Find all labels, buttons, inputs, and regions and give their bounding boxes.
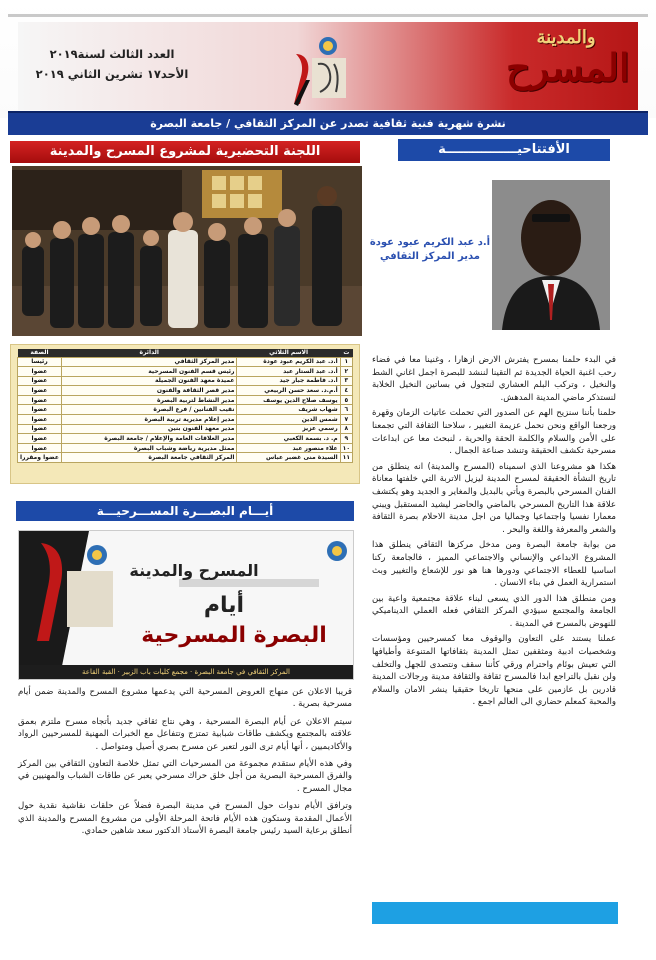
cell-department: مدير النشاط لتربية البصرة: [61, 395, 237, 405]
cell-number: ٨: [340, 424, 352, 434]
cell-role: عضوا: [18, 367, 62, 377]
committee-table-row: [18, 357, 353, 367]
committee-table-row: [18, 405, 353, 415]
editorial-paragraph: في البدء حلمنا بمسرح يفترش الارض ازهارا ، وغنينا معا في فضاء رحب اغنية الحياة الجديدة ثم التقينا لننشد للبصرة اجمل اغاني الشط والنخيل ، وتركب البلم العشاري لنتجول في بساتين النخيل الخلابة لنستذكر ماضي المدينة المدهش.: [372, 355, 616, 403]
cell-role: رئيسا: [18, 357, 62, 367]
committee-table-row: [18, 376, 353, 386]
basra-days-paragraph: وفي هذه الأيام ستقدم مجموعة من المسرحيات التي تمثل خلاصة التعاون الثقافي بين المركز والفرق المسرحية البصرية من أجل خلق حراك مسرحي يعبر عن طاقات الشباب والمهنيين في مجال المسرح .: [18, 759, 352, 794]
masthead: [0, 0, 656, 118]
cell-role: عضوا: [18, 443, 62, 453]
cell-department: ممثل مديرية رياضة وشباب البصرة: [61, 443, 237, 453]
committee-table-row: [18, 367, 353, 377]
issue-date: الأحد١٧ تشرين الثاني ٢٠١٩: [35, 67, 189, 81]
cell-name: السيدة منى غضبر عباس: [237, 453, 340, 463]
poster-title-top: المسرح والمدينة: [129, 561, 259, 580]
basra-days-poster: [18, 530, 354, 680]
cell-department: مدير إعلام مديرية تربية البصرة: [61, 415, 237, 425]
cell-number: ٦: [340, 405, 352, 415]
cell-name: شهاب شريف: [237, 405, 340, 415]
cell-department: المركز الثقافي جامعة البصرة: [61, 453, 237, 463]
cell-name: يوسف صلاح الدين يوسف: [237, 395, 340, 405]
committee-table-row: [18, 386, 353, 396]
cell-role: عضوا: [18, 415, 62, 425]
masthead-subtitle: نشرة شهرية فنية ثقافية تصدر عن المركز الثقافي / جامعة البصرة: [8, 111, 648, 135]
committee-table-card: [10, 344, 360, 484]
cell-role: عضوا: [18, 395, 62, 405]
cell-number: ٩: [340, 434, 352, 444]
author-role: مدير المركز الثقافي: [380, 251, 480, 262]
cell-role: عضوا: [18, 386, 62, 396]
author-portrait: [492, 180, 610, 330]
logo-main-text: المسرح: [506, 45, 630, 90]
committee-table-row: [18, 453, 353, 463]
basra-days-paragraph: وترافق الأيام ندوات حول المسرح في مدينة البصرة فضلاً عن حلقات نقاشية نقدية حول الأعمال المقدمة وستكون هذه الأيام فاتحة المرحلة الأولى من مشروع المسرح والمدينة الذي أنطلق برعاية السيد رئيس جامعة البصرة الأستاذ الدكتور سعد شاهين حمادي.: [18, 801, 352, 837]
cell-role: عضوا: [18, 424, 62, 434]
cell-role: عضوا ومقررا: [18, 453, 62, 463]
col-header-name: الاسم الثلاثي: [237, 349, 340, 357]
poster-footer: المركز الثقافي في جامعة البصرة · مجمع كليات باب الزبير · القبة القاعة: [19, 665, 353, 679]
cell-number: ٢: [340, 367, 352, 377]
cell-department: مدير معهد الفنون بنين: [61, 424, 237, 434]
issue-number: العدد الثالث لسنة٢٠١٩: [49, 47, 175, 61]
author-name: أ.د عبد الكريم عبود عودة: [369, 237, 491, 248]
col-header-role: الصفة: [18, 349, 62, 357]
cell-name: شمس الدين: [237, 415, 340, 425]
cell-number: ١١: [340, 453, 352, 463]
cell-number: ٣: [340, 376, 352, 386]
editorial-paragraph: ومن منطلق هذا الدور الذي يسعى لبناء علاقة مجتمعية واعية بين الجامعة والمجتمع سيؤدي المركز الثقافي فعله العملي الديناميكي للنهوض بالمسرح في المدينة .: [372, 593, 616, 629]
cell-role: عضوا: [18, 434, 62, 444]
committee-section-title: اللجنة التحضيرية لمشروع المسرح والمدينة: [10, 141, 360, 163]
cell-number: ١٠: [340, 443, 352, 453]
editorial-paragraph: عملنا يستند على التعاون والوقوف معا كمسرحيين ومؤسسات وشخصيات ادبية ومثقفين تمثل المدينة بثقافاتها المتنوعة وأطيافها التي تعيش بوئام واحترام ورقي كأننا سقف ونتصدى للجهل والتخلف ولن نقبل بالتراجع ابدا فالمسرح ثقافة والثقافة مدينة ورجالات المدينة قادرين بل عازمين على منحها تاريخا حقيقيا ينشر الامان والسلام والمحبة كمعلم حضاري الى العالم اجمع .: [372, 634, 616, 708]
cell-department: مدير العلاقات العامة والإعلام / جامعة البصرة: [61, 434, 237, 444]
cell-number: ٧: [340, 415, 352, 425]
basra-days-paragraph: قريبا الاعلان عن منهاج العروض المسرحية التي يدعمها مشروع المسرح والمدينة ضمن أيام مسرحية بصرية .: [18, 687, 352, 710]
cell-role: عضوا: [18, 376, 62, 386]
cell-number: ١: [340, 357, 352, 367]
cell-name: رسمي عزيز: [237, 424, 340, 434]
editorial-paragraph: هكذا هو مشروعنا الذي اسميناه (المسرح والمدينة) انه ينطلق من تاريخ النشأة الحقيقة لمسرح المدينة ليزيل الاتربة التي خلفتها معاناة الفنان المسرحي بالبصرة ويأتي بالبديل والمغاير و الجديد وهو يكتشف علاقة هذا التاريخ المسرحي بالماضي والحاضر ليشيد المستقبل ويبني معمارا نفسيا واجتماعيا وجماليا من اجل مدينة الاحلام بصرة الثقافة والشعر والمعرفة واللغة والبحر .: [372, 461, 616, 535]
editorial-paragraph: من بوابة جامعة البصرة ومن مدخل مركزها الثقافي ينطلق هذا المشروع الابداعي والإنساني والاجتماعي المميز ، فالجامعة ركنا اساسيا للعطاء الاجتماعي ودورها هنا هو نور للإشعاع والتغيير وبث استمرارية العمل في بناء الانسان .: [372, 540, 616, 589]
cell-department: رئيس قسم الفنون المسرحية: [61, 367, 237, 377]
issue-info: [22, 44, 202, 84]
cell-department: عميدة معهد الفنون الجميلة: [61, 376, 237, 386]
committee-table-row: [18, 415, 353, 425]
editorial-paragraph: حلمنا بأننا سنزيح الهم عن الصدور التي تحملت عاتيات الزمان وقهرة ورجعنا الواقع ونحن نحمل عزيمة التغيير ، سلاحنا الثقافة التي تجمعنا على الأمن والسلام والكلمة الحقة والحرية ، لنبحث معا عن ابداعات مسرحية تكشف الحقيقة وتنشد صناعة الجمال .: [372, 408, 616, 457]
masthead-rule: [8, 14, 648, 17]
editorial-author: [368, 236, 492, 264]
cell-name: أ.د. فاطمة جبار جيد: [237, 376, 340, 386]
committee-table-row: [18, 443, 353, 453]
cell-number: ٤: [340, 386, 352, 396]
basra-days-paragraph: سيتم الاعلان عن أيام البصرة المسرحية ، وهي نتاج ثقافي جديد بأتجاه مسرح ملتزم بعمق علاقته بالمجتمع ويكشف طاقات شبابية تمتزج وتتفاعل مع الخبرات المهنية للمسرحيين الرواد والأكاديميين ، أنها أيام ترى النور لتعبر عن مسرح بصري أصيل ومتواصل .: [18, 716, 352, 752]
committee-table-row: [18, 424, 353, 434]
cell-name: م. د. بسمة الكعبي: [237, 434, 340, 444]
col-header-department: الدائرة: [61, 349, 237, 357]
committee-group-photo: [12, 166, 362, 336]
committee-table-header: [18, 349, 353, 357]
logo-subtitle: والمدينة: [536, 27, 596, 48]
logo-title: [506, 27, 630, 108]
cell-department: مدير المركز الثقافي: [61, 357, 237, 367]
poster-title-days: أيام: [203, 593, 245, 618]
cell-department: مدير قصر الثقافة والفنون: [61, 386, 237, 396]
cell-name: أ.د. عبد الكريم عبود عودة: [237, 357, 340, 367]
basra-days-article: [18, 686, 352, 842]
editorial-footer-bar: [372, 902, 618, 924]
cultural-center-emblem-icon: [290, 34, 352, 108]
cell-number: ٥: [340, 395, 352, 405]
editorial-article: [372, 354, 616, 712]
col-header-number: ت: [340, 349, 352, 357]
cell-role: عضوا: [18, 405, 62, 415]
committee-table-row: [18, 434, 353, 444]
editorial-section-title: الأفتتاحيــــــــــــــــة: [398, 139, 610, 161]
committee-table: [17, 349, 353, 463]
cell-name: أ.م.د. سعد حسن الربيعي: [237, 386, 340, 396]
basra-days-section-title: أيـــام البصـــرة المســـرحيـــة: [16, 501, 354, 521]
cell-name: أ.د. عبد الستار عبد: [237, 367, 340, 377]
cell-name: علاء منصور عبد: [237, 443, 340, 453]
cell-department: نقيب الفنانين / فرع البصرة: [61, 405, 237, 415]
poster-title-main: البصرة المسرحية: [141, 623, 327, 648]
committee-table-row: [18, 395, 353, 405]
